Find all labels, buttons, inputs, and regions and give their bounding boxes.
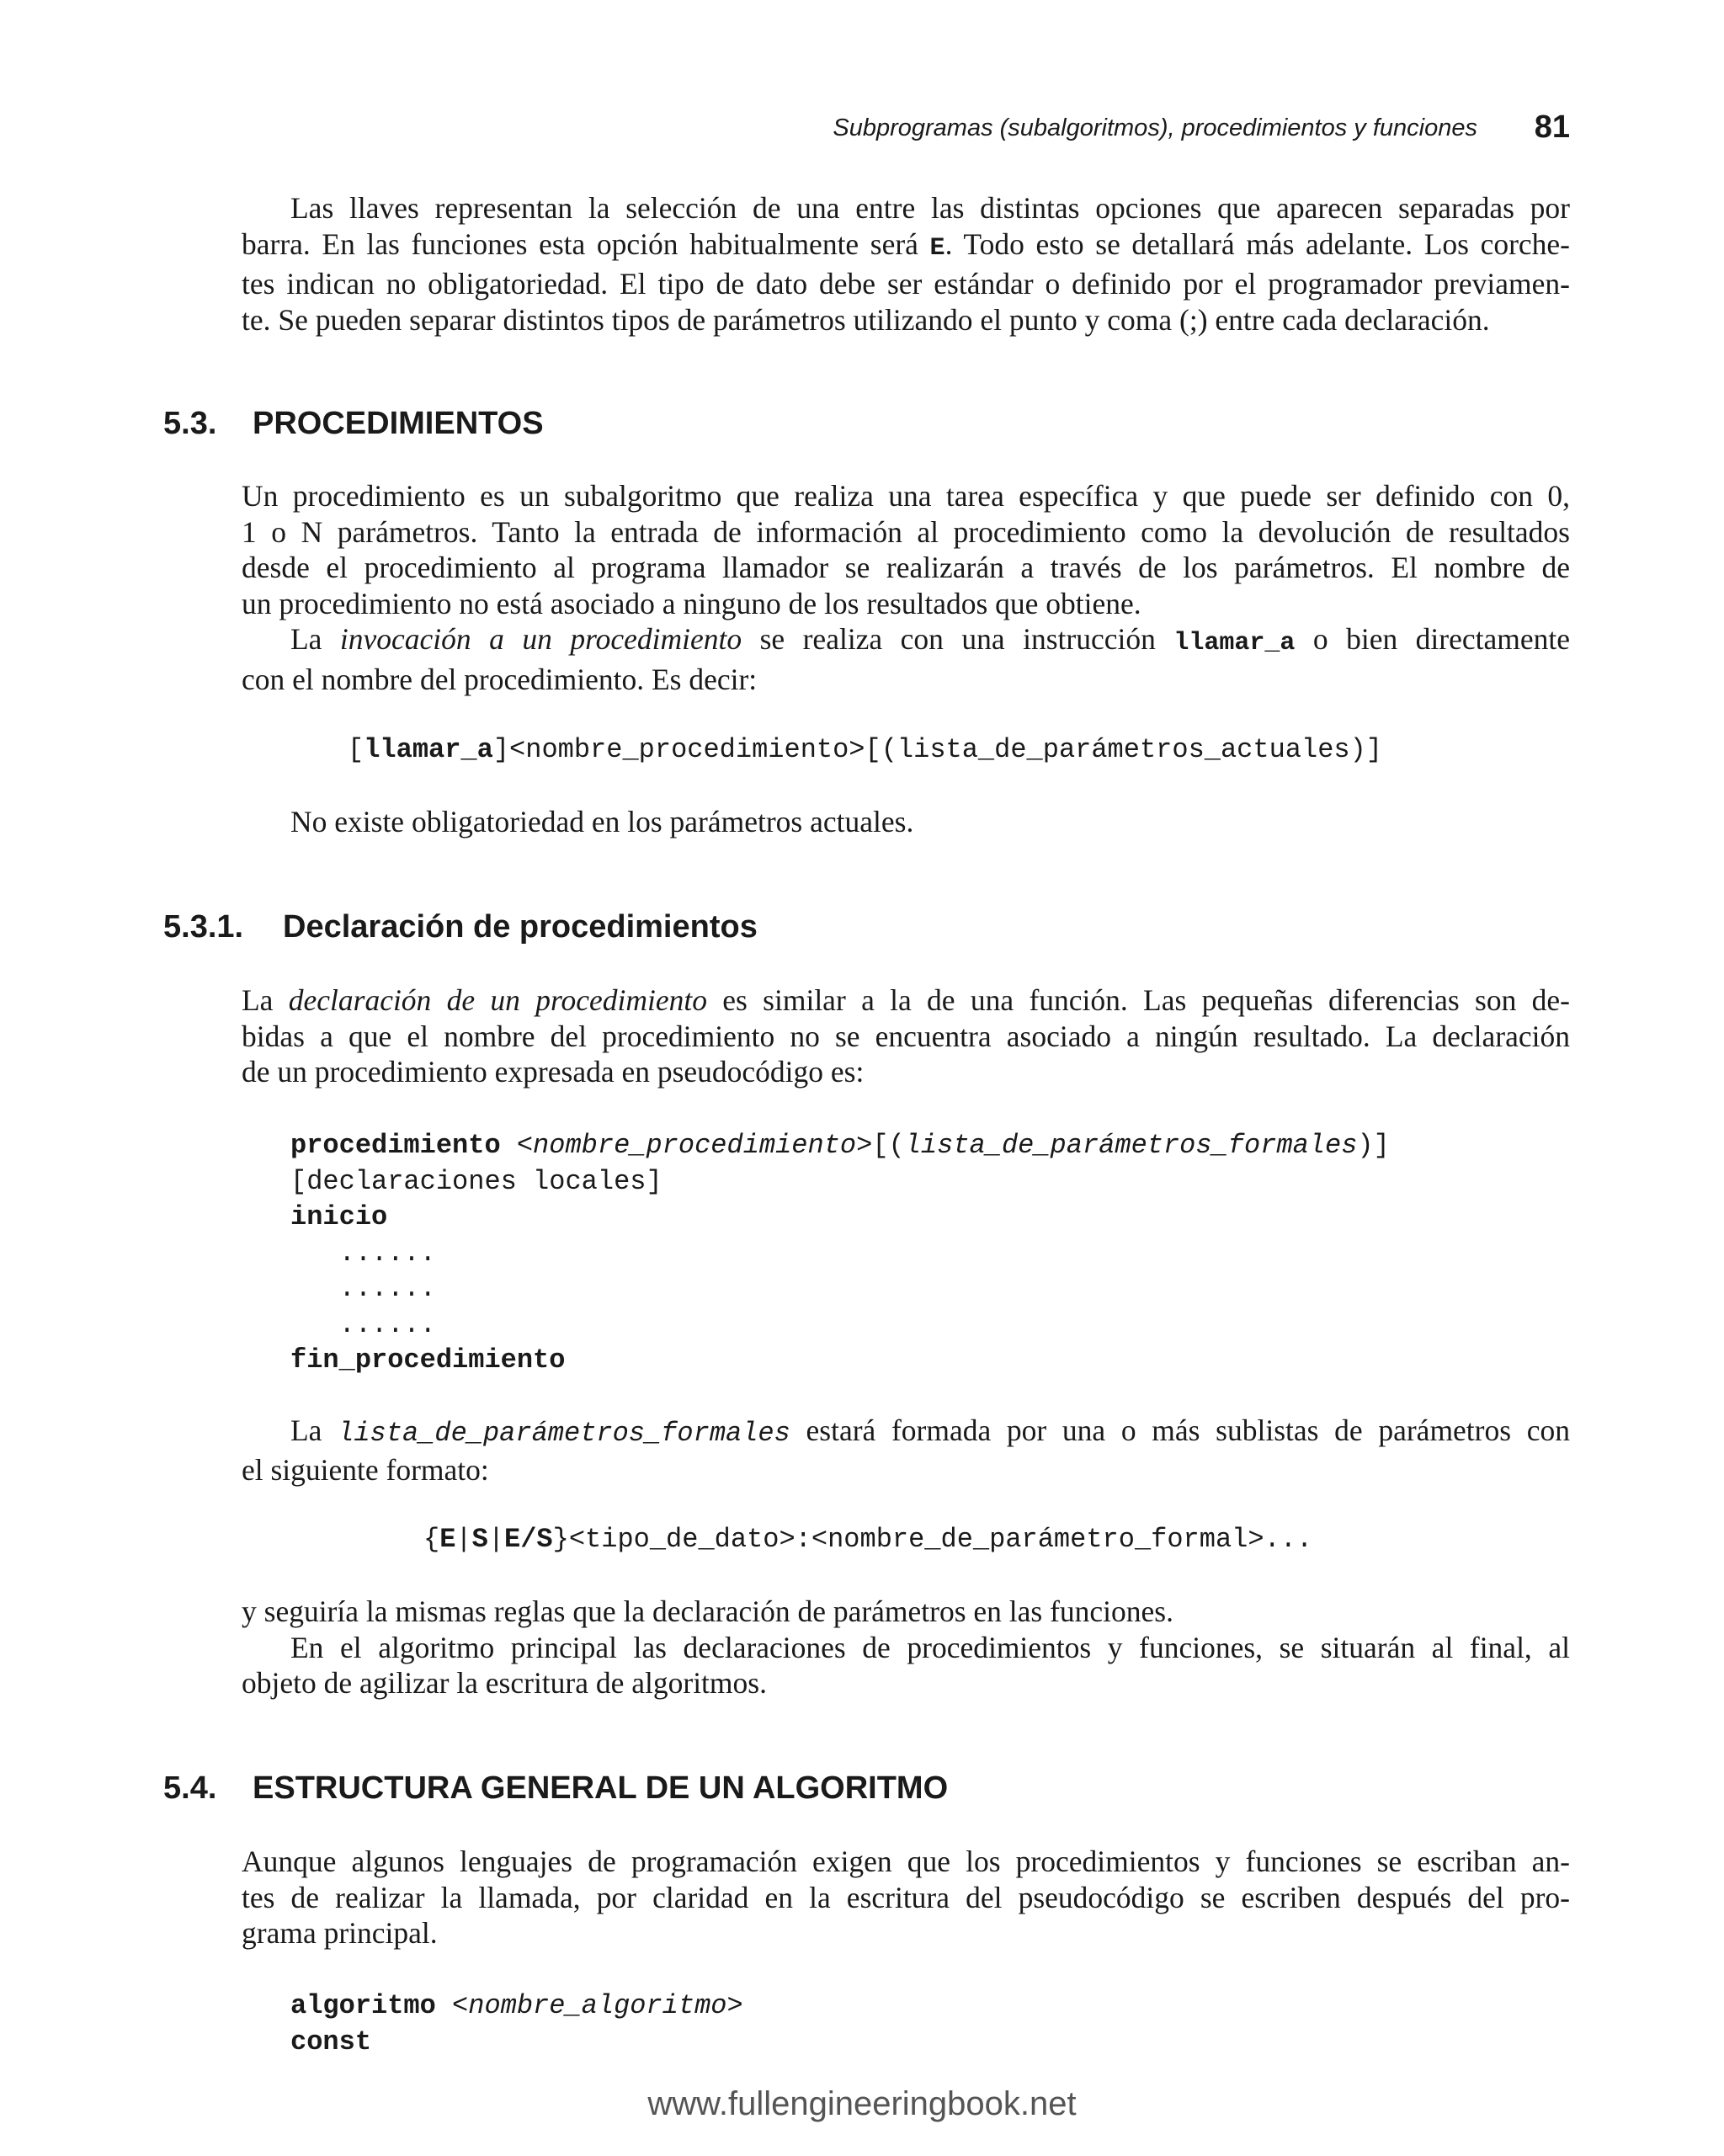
text-line: te. Se pueden separar distintos tipos de parámetros utilizando el punto y coma (;) entre cada declaración. [242,302,1490,337]
code-token: )] [1357,1130,1390,1161]
text-line: tes de realizar la llamada, por claridad en la escritura del pseudocódigo se escriben después del pro- [242,1880,1570,1914]
section-heading-5-3 [163,406,544,442]
text-run: se realiza con una instrucción [742,622,1174,656]
text-line: grama principal. [242,1916,438,1950]
code-token: { [423,1524,440,1555]
text-run: . Todo esto se detallará más adelante. Los corche- [944,226,1570,261]
declaracion-paragraph [242,982,1570,1090]
section-title: ESTRUCTURA GENERAL DE UN ALGORITMO [253,1770,949,1806]
code-keyword: S [471,1524,488,1555]
text-line: Un procedimiento es un subalgoritmo que realiza una tarea específica y que puede ser definido con 0, [242,479,1570,513]
inline-code: E [929,233,945,263]
code-token: <nombre_procedimiento> [516,1130,873,1161]
text-line: tes indican no obligatoriedad. El tipo de dato debe ser estándar o definido por el programador previamen- [242,267,1570,301]
text-line: Las llaves representan la selección de una entre las distintas opciones que aparecen separadas por [290,191,1570,225]
text-line [242,621,1570,662]
section-number: 5.3.1. [163,909,244,945]
text-line: el siguiente formato: [242,1452,489,1487]
estructura-paragraph [242,1844,1570,1951]
section-title: PROCEDIMIENTOS [253,406,544,441]
code-keyword: llamar_a [364,734,493,765]
code-token: [declaraciones locales] [290,1165,662,1197]
code-token: | [487,1524,505,1555]
section-title: Declaración de procedimientos [283,909,758,945]
text-line [242,226,1570,267]
running-title: Subprogramas (subalgoritmos), procedimientos y funciones [833,114,1477,141]
code-token: ...... [338,1308,436,1340]
code-keyword: fin_procedimiento [290,1344,566,1376]
footer-url: www.fullengineeringbook.net [647,2085,1077,2122]
section-number: 5.3. [163,406,217,441]
running-header [168,109,1570,152]
code-keyword: E/S [504,1524,553,1555]
procedure-declaration-code [290,1128,1390,1379]
text-line: bidas a que el nombre del procedimiento no se encuentra asociado a ningún resultado. La declaración [242,1019,1570,1053]
section-heading-5-4 [163,1770,948,1807]
text-run: barra. En las funciones esta opción habitualmente será [242,226,930,261]
text-line [242,1413,1570,1452]
text-run: estará formada por una o más sublistas de parámetros con [790,1413,1571,1447]
reglas-paragraph [242,1594,1570,1701]
text-line: de un procedimiento expresada en pseudocódigo es: [242,1055,865,1089]
emphasis: declaración de un procedimiento [288,983,707,1017]
code-keyword: E [439,1524,456,1555]
text-line: Aunque algunos lenguajes de programación exigen que los procedimientos y funciones se escriban an- [242,1845,1570,1878]
section-number: 5.4. [163,1770,217,1806]
text-run: La [290,1413,338,1447]
text-line: No existe obligatoriedad en los parámetros actuales. [290,805,914,838]
code-keyword: const [290,2026,372,2058]
code-token: ...... [338,1273,436,1304]
text-run: La [242,983,289,1017]
section-heading-5-3-1 [163,909,758,945]
text-run: La [290,622,340,656]
text-run: o bien directamente [1295,622,1570,656]
text-line: objeto de agilizar la escritura de algoritmos. [242,1666,767,1700]
text-line: y seguiría la mismas reglas que la declaración de parámetros en las funciones. [242,1594,1173,1628]
text-line: con el nombre del procedimiento. Es decir: [242,662,758,696]
procedimientos-paragraph [242,478,1570,697]
code-keyword: algoritmo [290,1990,436,2021]
call-syntax [348,732,1382,769]
code-token: <nombre_algoritmo> [452,1990,743,2021]
algorithm-structure-code [290,1988,743,2060]
parameter-format [423,1522,1312,1558]
note-paragraph [242,804,1570,840]
code-token: ...... [338,1237,436,1269]
lista-parametros-paragraph [242,1413,1570,1488]
intro-paragraph [242,190,1570,338]
code-token: <tipo_de_dato>:<nombre_de_parámetro_formal>... [568,1524,1313,1555]
code-token: [ [348,734,364,765]
text-run: es similar a la de una función. Las pequeñas diferencias son de- [706,983,1570,1017]
code-token: lista_de_parámetros_formales [904,1130,1358,1161]
text-line: un procedimiento no está asociado a ninguno de los resultados que obtiene. [242,586,1141,620]
inline-code: lista_de_parámetros_formales [338,1418,790,1449]
text-line: desde el procedimiento al programa llamador se realizarán a través de los parámetros. El nombre de [242,551,1570,584]
code-token: } [552,1524,569,1555]
page-number: 81 [1534,109,1570,145]
text-line: 1 o N parámetros. Tanto la entrada de información al procedimiento como la devolución de resultados [242,514,1570,549]
text-line [242,982,1570,1019]
inline-code: llamar_a [1173,629,1296,657]
emphasis: invocación a un procedimiento [339,622,742,656]
code-token: [( [872,1130,905,1161]
code-token: ]<nombre_procedimiento>[(lista_de_parámetros_actuales)] [492,734,1382,765]
code-token: | [455,1524,472,1555]
code-keyword: procedimiento [290,1130,501,1161]
code-keyword: inicio [290,1201,388,1232]
text-line: En el algoritmo principal las declaraciones de procedimientos y funciones, se situarán al final, al [290,1630,1570,1664]
